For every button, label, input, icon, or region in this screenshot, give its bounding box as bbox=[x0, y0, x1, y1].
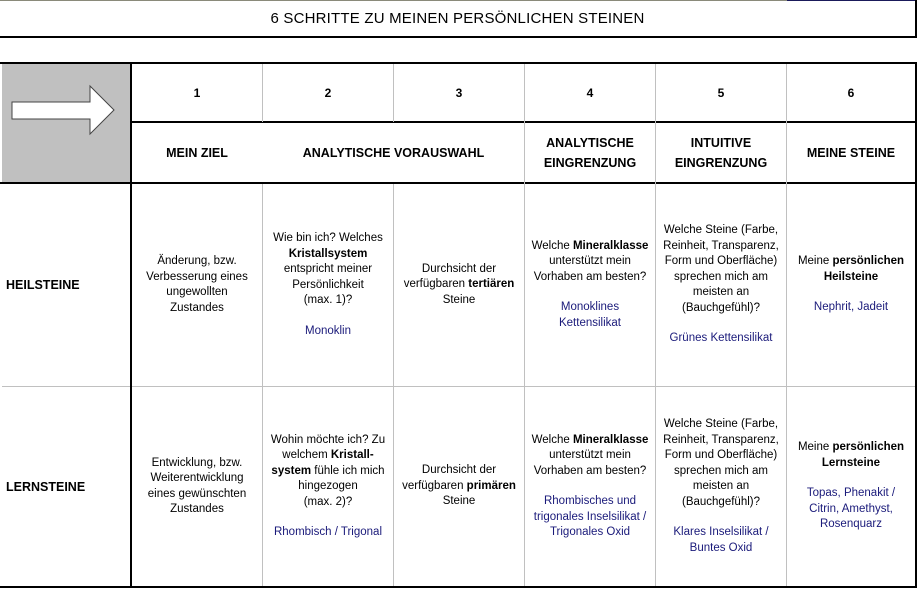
text-line: Welche Steine (Farbe, bbox=[663, 224, 779, 237]
text-line: meisten an bbox=[692, 286, 750, 299]
answer-text: Citrin, Amethyst, bbox=[809, 502, 893, 515]
row-label-heilsteine: HEILSTEINE bbox=[6, 278, 80, 292]
table-bottom-border bbox=[0, 586, 917, 588]
text-line: (max. 1)? bbox=[303, 294, 353, 306]
text-line: Zustandes bbox=[170, 503, 224, 515]
header-line: ANALYTISCHE bbox=[546, 135, 634, 150]
lern-mineralklasse bbox=[525, 387, 655, 586]
heil-meine-steine bbox=[787, 184, 915, 386]
header-line: INTUITIVE bbox=[690, 135, 752, 150]
text-line: Welche Steine (Farbe, bbox=[663, 418, 779, 430]
text-line: ungewollten bbox=[166, 286, 228, 298]
answer-text: Kettensilikat bbox=[558, 316, 621, 329]
page-title bbox=[0, 0, 917, 38]
text-line: sprechen mich am bbox=[674, 464, 768, 477]
text-bold: tertiären bbox=[468, 278, 515, 291]
text-part: verfügbaren bbox=[403, 278, 469, 291]
text-line: Entwicklung, bzw. bbox=[151, 456, 243, 469]
lern-durchsicht bbox=[394, 387, 524, 586]
text-line bbox=[798, 254, 904, 270]
text-line: Durchsicht der bbox=[421, 464, 497, 477]
text-part: welchem bbox=[282, 449, 331, 461]
text-line bbox=[798, 440, 904, 456]
text-line: unterstützt mein bbox=[549, 449, 631, 461]
answer-text: Rosenquarz bbox=[819, 518, 882, 531]
text-line: (Bauchgefühl)? bbox=[682, 301, 760, 314]
text-line: Form und Oberfläche) bbox=[664, 449, 778, 461]
text-line bbox=[271, 464, 384, 480]
text-bold: Kristall- bbox=[330, 449, 374, 461]
text-line: Persönlichkeit bbox=[292, 278, 364, 291]
step-number-6: 6 bbox=[847, 85, 855, 100]
heil-mineralklasse bbox=[525, 184, 655, 386]
text-bold: Mineralklasse bbox=[572, 433, 649, 446]
text-part: Meine bbox=[797, 441, 833, 454]
text-line: Vorhaben am besten? bbox=[533, 464, 647, 477]
text-line bbox=[282, 448, 373, 464]
text-part: Welche bbox=[531, 239, 573, 252]
text-part: Welche bbox=[531, 433, 573, 446]
text-line: Änderung, bzw. bbox=[157, 255, 237, 267]
text-line: unterstützt mein bbox=[549, 255, 631, 268]
step-number-3: 3 bbox=[455, 85, 463, 100]
lern-kristallsystem bbox=[263, 387, 393, 586]
text-line: sprechen mich am bbox=[674, 270, 768, 283]
text-part: Meine bbox=[797, 255, 833, 268]
text-bold: Lernsteine bbox=[821, 456, 881, 469]
text-line: Reinheit, Transparenz, bbox=[663, 239, 779, 252]
heil-kristallsystem bbox=[263, 184, 393, 386]
text-line: Wohin möchte ich? Zu bbox=[270, 433, 386, 446]
answer-text: Monoklin bbox=[304, 324, 352, 337]
text-line: meisten an bbox=[692, 480, 750, 492]
step-number-5: 5 bbox=[717, 85, 725, 100]
text-bold: Heilsteine bbox=[823, 270, 879, 283]
text-line: Steine bbox=[442, 293, 476, 306]
text-bold: persönlichen bbox=[832, 255, 905, 268]
answer-text: Buntes Oxid bbox=[689, 541, 753, 554]
answer-text: Monoklines bbox=[560, 301, 620, 314]
lern-intuitiv bbox=[656, 387, 786, 586]
text-line bbox=[402, 479, 516, 495]
heil-mein-ziel bbox=[132, 184, 262, 386]
answer-text: Rhombisches und bbox=[543, 495, 637, 507]
header-analytische-vorauswahl: ANALYTISCHE VORAUSWAHL bbox=[302, 145, 485, 160]
answer-text: Rhombisch / Trigonal bbox=[273, 526, 383, 538]
answer-text: Topas, Phenakit / bbox=[806, 487, 896, 500]
text-line bbox=[532, 433, 649, 449]
answer-text: Klares Inselsilikat / bbox=[673, 526, 769, 538]
text-line: Vorhaben am besten? bbox=[533, 270, 647, 283]
header-line: EINGRENZUNG bbox=[543, 155, 637, 170]
answer-text: Nephrit, Jadeit bbox=[813, 301, 889, 314]
text-line: Reinheit, Transparenz, bbox=[663, 433, 779, 446]
header-meine-steine: MEINE STEINE bbox=[806, 145, 896, 160]
text-line: Weiterentwicklung bbox=[150, 472, 244, 484]
page-title-text: 6 SCHRITTE ZU MEINEN PERSÖNLICHEN STEINEN bbox=[270, 9, 645, 27]
heil-durchsicht bbox=[394, 184, 524, 386]
header-line: EINGRENZUNG bbox=[674, 155, 768, 170]
text-line: hingezogen bbox=[298, 480, 358, 492]
header-analytische-eingrenzung bbox=[525, 123, 655, 182]
step-number-4: 4 bbox=[586, 85, 594, 100]
answer-text: Grünes Kettensilikat bbox=[669, 332, 773, 345]
answer-text: Trigonales Oxid bbox=[549, 526, 631, 538]
text-line bbox=[532, 239, 649, 255]
arrow-box bbox=[2, 64, 130, 183]
lern-mein-ziel bbox=[132, 387, 262, 586]
text-line: Verbesserung eines bbox=[146, 270, 248, 283]
text-line: Wie bin ich? Welches bbox=[273, 232, 383, 244]
text-line bbox=[404, 277, 515, 293]
header-mein-ziel: MEIN ZIEL bbox=[166, 145, 228, 160]
lern-meine-steine bbox=[787, 387, 915, 586]
step-number-1: 1 bbox=[193, 85, 201, 100]
text-line: Steine bbox=[442, 495, 476, 508]
text-bold: Kristallsystem bbox=[288, 247, 368, 260]
heil-intuitiv bbox=[656, 184, 786, 386]
text-part: fühle ich mich bbox=[311, 464, 385, 477]
text-line: Form und Oberfläche) bbox=[664, 255, 778, 268]
text-line: Zustandes bbox=[170, 301, 224, 314]
text-line: entspricht meiner bbox=[283, 263, 373, 275]
text-part: verfügbaren bbox=[402, 479, 467, 492]
right-arrow-icon bbox=[2, 64, 130, 183]
text-line: (max. 2)? bbox=[303, 495, 353, 508]
text-bold: primären bbox=[466, 479, 516, 492]
step-number-2: 2 bbox=[324, 85, 332, 100]
row-label-lernsteine: LERNSTEINE bbox=[6, 479, 86, 494]
text-bold: system bbox=[271, 464, 312, 477]
header-intuitive-eingrenzung bbox=[656, 123, 786, 182]
text-line: eines gewünschten bbox=[147, 487, 247, 500]
text-line: (Bauchgefühl)? bbox=[682, 495, 760, 508]
text-line: Durchsicht der bbox=[421, 262, 497, 275]
answer-text: trigonales Inselsilikat / bbox=[533, 510, 647, 523]
text-bold: persönlichen bbox=[832, 441, 905, 454]
text-bold: Mineralklasse bbox=[572, 239, 649, 252]
